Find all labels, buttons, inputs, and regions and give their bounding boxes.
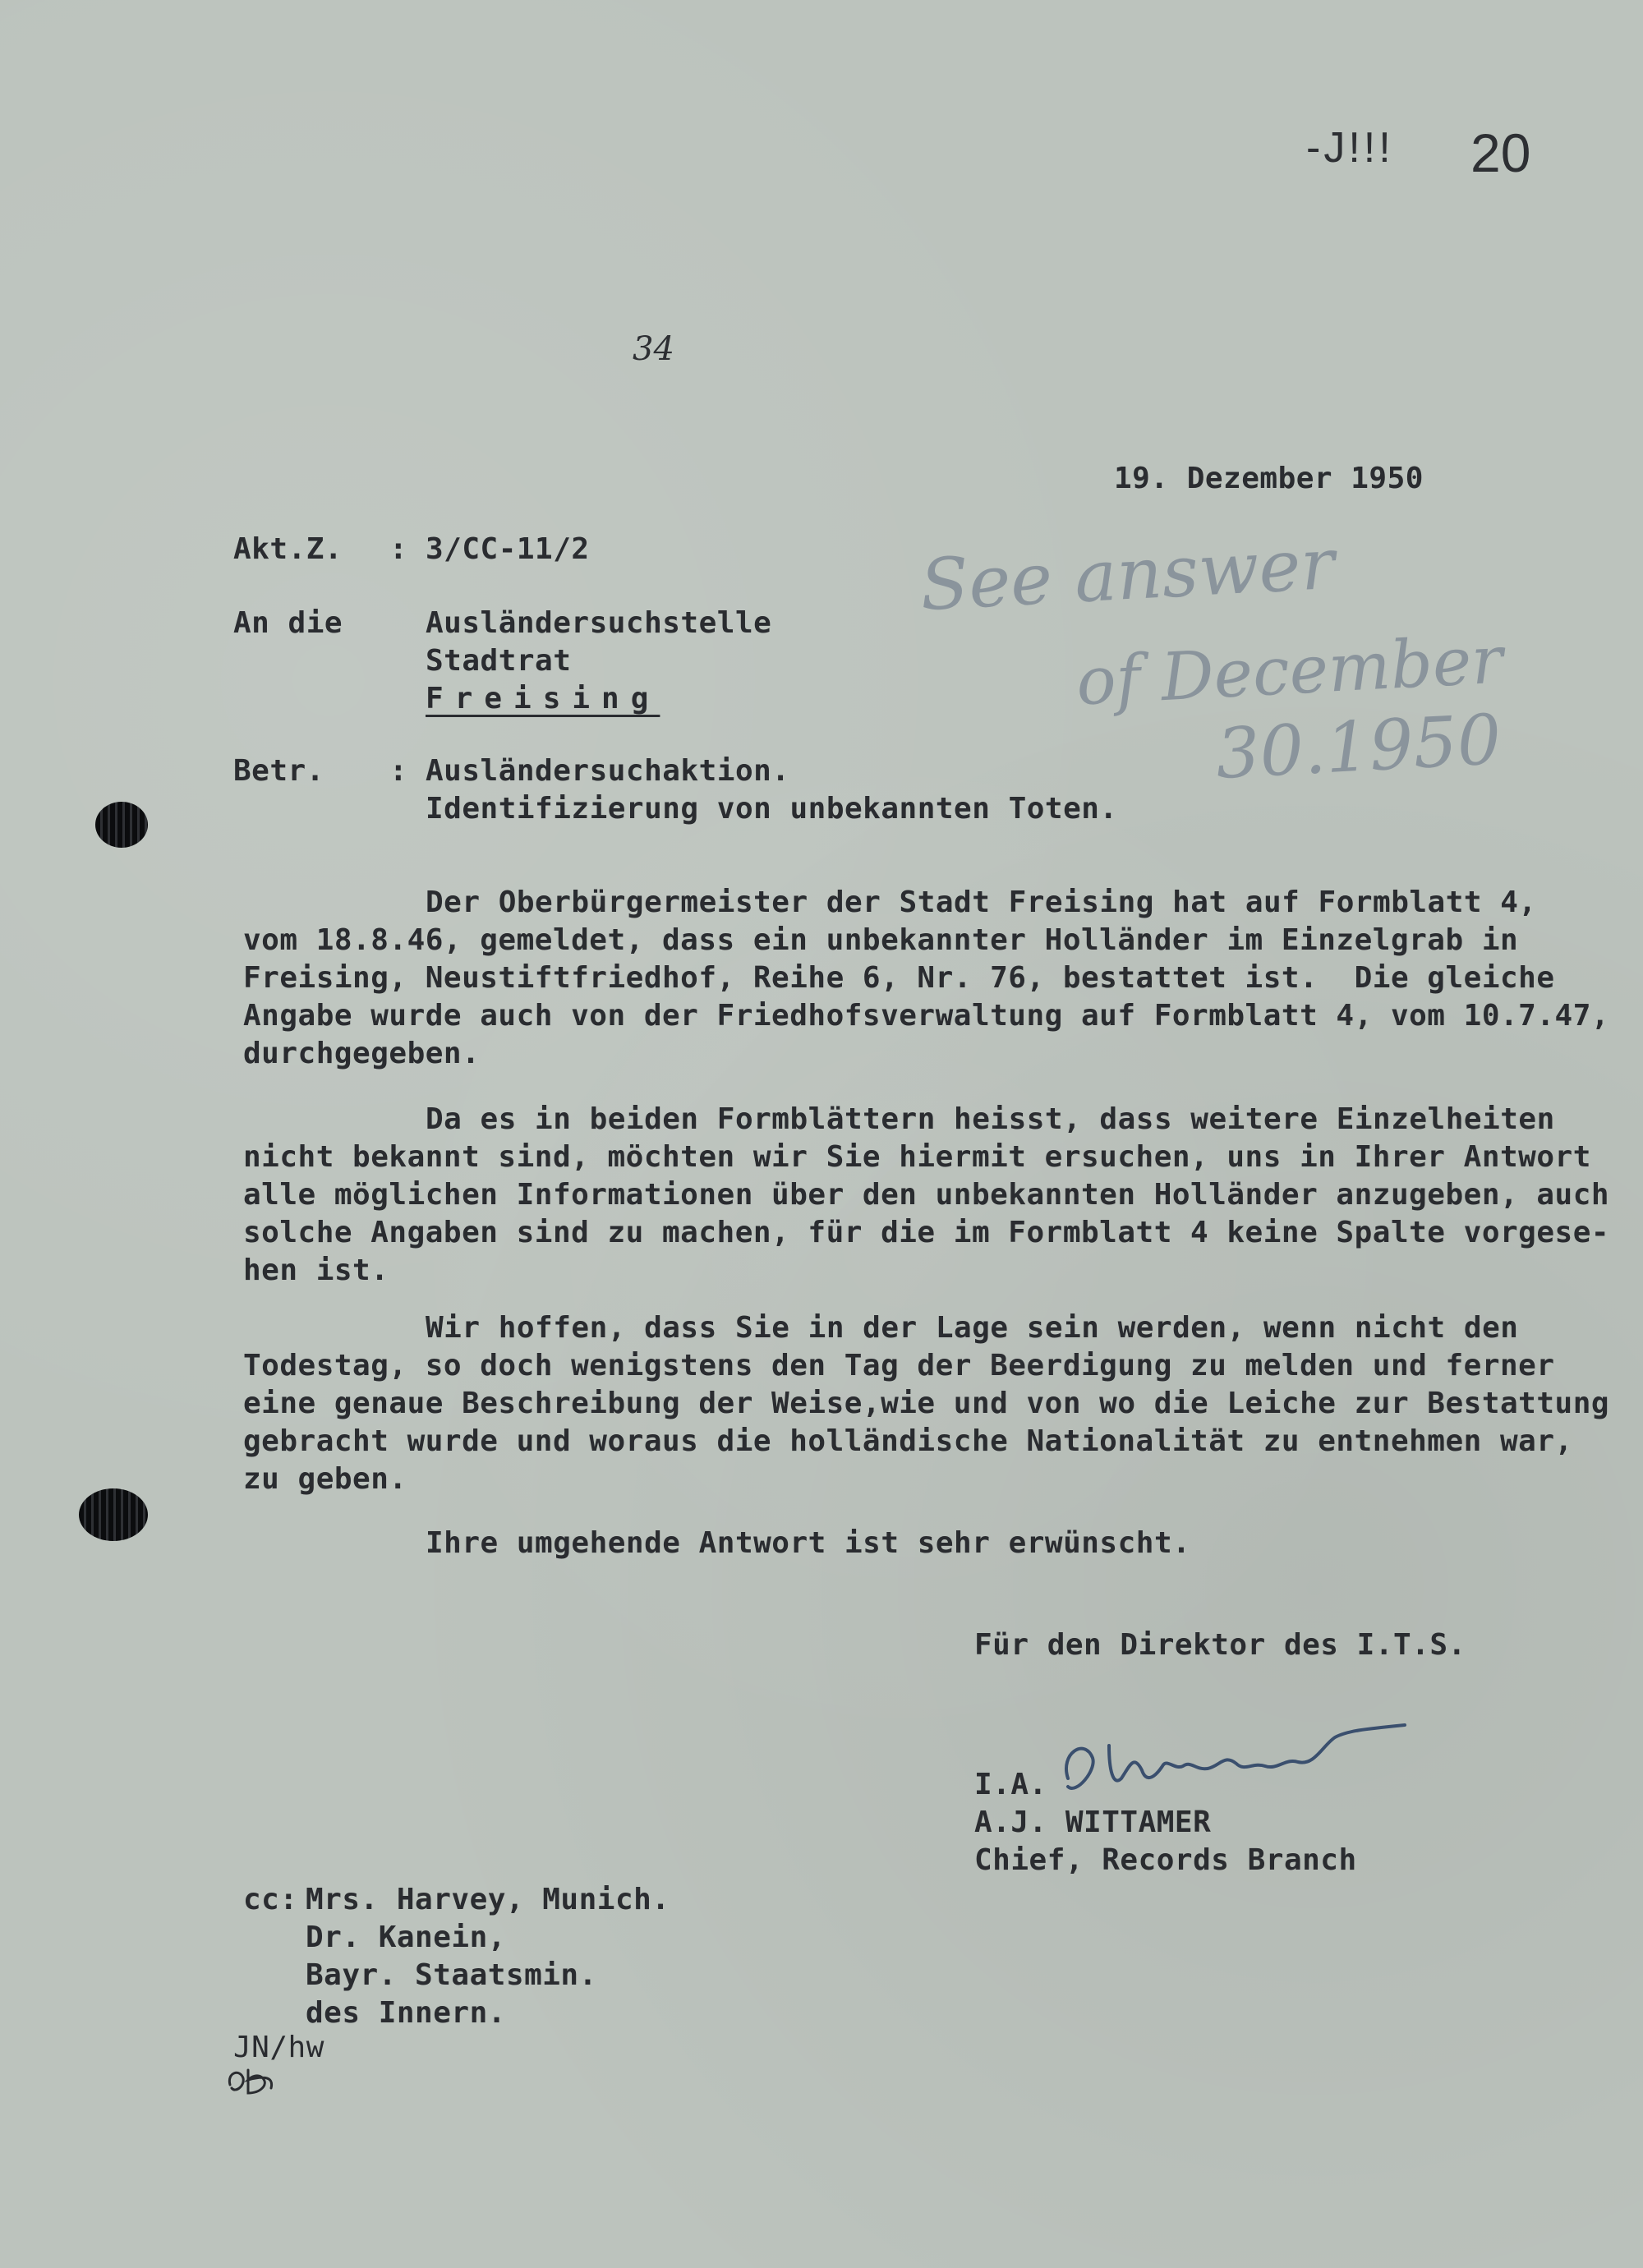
punch-hole-bottom — [79, 1488, 148, 1541]
letter-date: 19. Dezember 1950 — [1114, 462, 1424, 495]
handwritten-initials — [223, 2060, 289, 2101]
paragraph-2-line-3: alle möglichen Informationen über den unbekannten Holländer anzugeben, auch — [243, 1178, 1610, 1212]
subject-label: Betr. — [233, 754, 324, 788]
paragraph-2-line-1: Da es in beiden Formblättern heisst, dass weitere Einzelheiten — [426, 1102, 1555, 1136]
cc-label: cc: — [243, 1883, 298, 1916]
signatory-name: A.J. WITTAMER — [974, 1806, 1212, 1839]
paragraph-3-line-5: zu geben. — [243, 1462, 407, 1496]
paragraph-3-line-4: gebracht wurde und woraus die holländische Nationalität zu entnehmen war, — [243, 1424, 1573, 1458]
reference-separator: : — [389, 532, 408, 566]
punch-hole-top — [95, 802, 148, 848]
typist-initials: JN/hw — [233, 2031, 324, 2064]
paragraph-1-line-3: Freising, Neustiftfriedhof, Reihe 6, Nr. 76, bestattet ist. Die gleiche — [243, 961, 1555, 995]
closing-line: Für den Direktor des I.T.S. — [974, 1628, 1466, 1662]
recipient-line-2: Stadtrat — [426, 644, 572, 678]
subject-line-1: Ausländersuchaktion. — [426, 754, 790, 788]
paragraph-4-line-1: Ihre umgehende Antwort ist sehr erwünscht. — [426, 1526, 1191, 1560]
paragraph-1-line-5: durchgegeben. — [243, 1037, 481, 1070]
subject-line-2: Identifizierung von unbekannten Toten. — [426, 792, 1118, 826]
signature-prefix: I.A. — [974, 1768, 1047, 1801]
handwritten-note-line-1: See answer — [918, 522, 1337, 628]
cc-line-4: des Innern. — [306, 1996, 506, 2030]
paragraph-2-line-5: hen ist. — [243, 1254, 389, 1287]
handwritten-note-line-3: 30.1950 — [1213, 698, 1503, 795]
reference-value: 3/CC-11/2 — [426, 532, 590, 566]
paragraph-1-line-4: Angabe wurde auch von der Friedhofsverwaltung auf Formblatt 4, vom 10.7.47, — [243, 999, 1610, 1033]
subject-separator: : — [389, 754, 408, 788]
page-number: 34 — [633, 330, 674, 368]
archive-stamp-number: 20 — [1470, 122, 1531, 183]
paragraph-3-line-2: Todestag, so doch wenigstens den Tag der Beerdigung zu melden und ferner — [243, 1349, 1555, 1382]
paragraph-3-line-1: Wir hoffen, dass Sie in der Lage sein werden, wenn nicht den — [426, 1311, 1519, 1345]
paragraph-1-line-1: Der Oberbürgermeister der Stadt Freising hat auf Formblatt 4, — [426, 886, 1537, 919]
handwritten-signature — [1052, 1721, 1429, 1811]
paragraph-2-line-4: solche Angaben sind zu machen, für die im Formblatt 4 keine Spalte vorgese- — [243, 1216, 1610, 1249]
signatory-title: Chief, Records Branch — [974, 1843, 1357, 1877]
cc-line-2: Dr. Kanein, — [306, 1921, 506, 1954]
paragraph-2-line-2: nicht bekannt sind, möchten wir Sie hiermit ersuchen, uns in Ihrer Antwort — [243, 1140, 1591, 1174]
paragraph-1-line-2: vom 18.8.46, gemeldet, dass ein unbekannter Holländer im Einzelgrab in — [243, 923, 1519, 957]
archive-stamp-mark: -J!!! — [1306, 124, 1394, 172]
cc-line-3: Bayr. Staatsmin. — [306, 1958, 597, 1992]
reference-label: Akt.Z. — [233, 532, 343, 566]
handwritten-note-line-2: of December — [1074, 621, 1505, 720]
paragraph-3-line-3: eine genaue Beschreibung der Weise,wie und von wo die Leiche zur Bestattung — [243, 1387, 1610, 1420]
cc-line-1: Mrs. Harvey, Munich. — [306, 1883, 670, 1916]
recipient-label: An die — [233, 606, 343, 640]
recipient-line-1: Ausländersuchstelle — [426, 606, 772, 640]
recipient-city: Freising — [426, 682, 660, 715]
